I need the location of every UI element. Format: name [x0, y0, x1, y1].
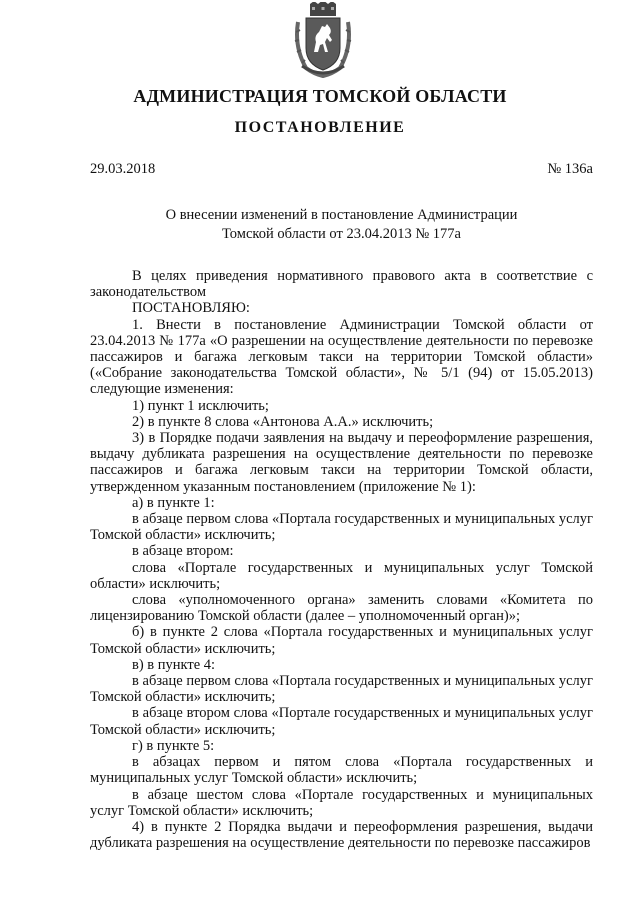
- subject-line: О внесении изменений в постановление Администрации: [165, 207, 518, 223]
- organization-title: АДМИНИСТРАЦИЯ ТОМСКОЙ ОБЛАСТИ: [133, 86, 507, 106]
- coat-of-arms-icon: [292, 2, 354, 78]
- paragraph: в абзаце шестом слова «Портале государственных и муниципальных услуг Томской области» исключить;: [90, 786, 593, 819]
- paragraph: слова «Портале государственных и муниципальных услуг Томской области» исключить;: [90, 559, 593, 592]
- paragraph: 4) в пункте 2 Порядка выдачи и переоформления разрешения, выдачи дубликата разрешения на осуществление деятельности по перевозке пассажиров: [90, 818, 593, 852]
- paragraph: в абзаце первом слова «Портала государственных и муниципальных услуг Томской области» исключить;: [90, 511, 593, 544]
- paragraph: В целях приведения нормативного правового акта в соответствие с законодательством: [90, 268, 593, 301]
- paragraph: в абзаце втором слова «Портале государственных и муниципальных услуг Томской области» исключить;: [90, 705, 593, 738]
- paragraph: в) в пункте 4:: [132, 656, 216, 673]
- document-body: [90, 268, 593, 851]
- document-date: 29.03.2018: [90, 161, 156, 177]
- document-number: № 136а: [547, 161, 593, 177]
- paragraph: 2) в пункте 8 слова «Антонова А.А.» исключить;: [132, 413, 434, 430]
- paragraph-resolve: ПОСТАНОВЛЯЮ:: [132, 300, 250, 317]
- paragraph: в абзацах первом и пятом слова «Портала государственных и муниципальных услуг Томской области» исключить;: [90, 754, 593, 787]
- paragraph: слова «уполномоченного органа» заменить словами «Комитета по лицензированию Томской области (далее – уполномоченный орган)»;: [90, 592, 593, 625]
- document-type: ПОСТАНОВЛЕНИЕ: [234, 119, 406, 136]
- paragraph: б) в пункте 2 слова «Портала государственных и муниципальных услуг Томской области» исключить;: [90, 624, 593, 657]
- paragraph: в абзаце втором:: [132, 543, 234, 560]
- paragraph: в абзаце первом слова «Портала государственных и муниципальных услуг Томской области» исключить;: [90, 673, 593, 706]
- paragraph: 1. Внести в постановление Администрации Томской области от 23.04.2013 № 177а «О разрешении на осуществление деятельности по перевозке пассажиров и багажа легковым такси на территории Томской области» («Собрание законодательства Томской области», № 5/1 (94) от 15.05.2013) следующие изменения:: [90, 316, 593, 398]
- paragraph: 1) пункт 1 исключить;: [132, 397, 269, 414]
- paragraph: а) в пункте 1:: [132, 494, 215, 511]
- subject-line: Томской области от 23.04.2013 № 177а: [222, 226, 461, 242]
- paragraph: г) в пункте 5:: [132, 737, 215, 754]
- document-subject: [90, 206, 593, 244]
- paragraph: 3) в Порядке подачи заявления на выдачу и переоформление разрешения, выдачу дубликата разрешения на осуществление деятельности по перевозке пассажиров и багажа легковым такси на территории Томской области, утвержденном указанным постановлением (приложение № 1):: [90, 430, 593, 495]
